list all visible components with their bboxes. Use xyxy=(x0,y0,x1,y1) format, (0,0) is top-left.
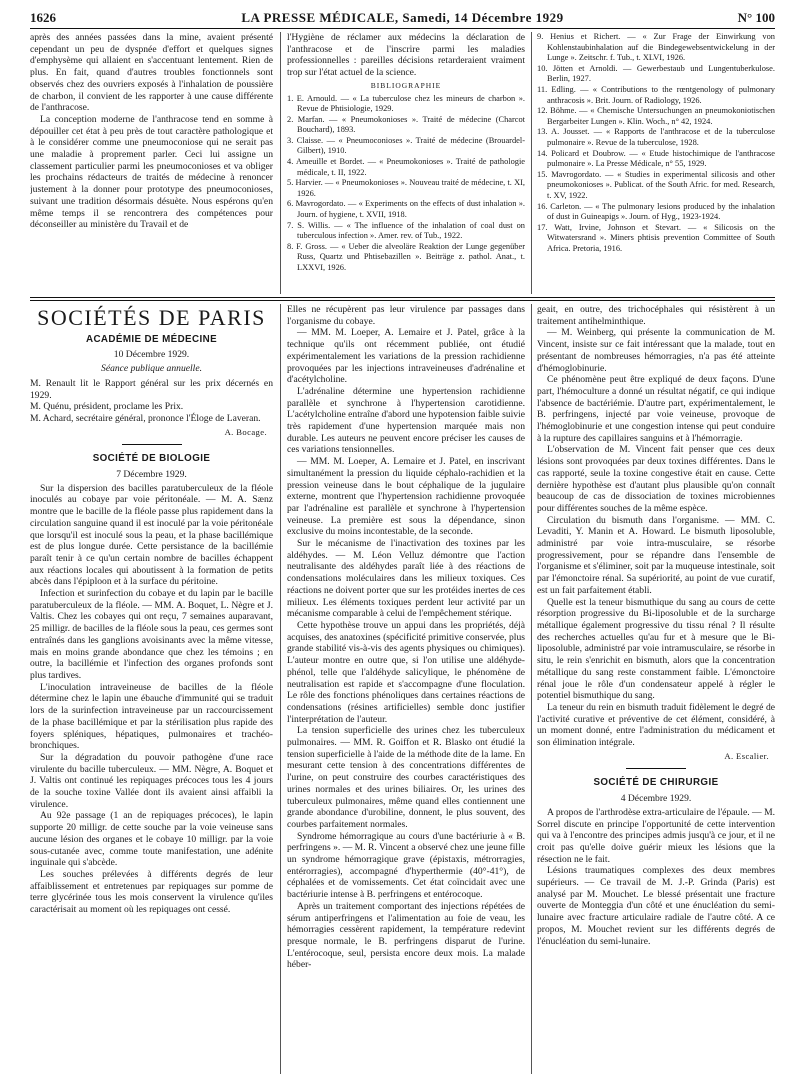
paragraph: — M. Weinberg, qui présente la communication de M. Vincent, insiste sur ce fait intéressant que la malade, tout en présentant de nombreuses hémorragies, n'a pas été atteinte d'hémoglobinurie. xyxy=(537,327,775,374)
paragraph: L'inoculation intraveineuse de bacilles de la fléole détermine chez le lapin une ébauche d'immunité qui se traduit lors de la surinfection intraveineuse par un raccourcissement de la phase bacillémique et par la stérilisation plus rapide des foyers spléniques, hépatiques, pulmonaires et trachéo-bronchiques. xyxy=(30,681,273,752)
top-column-1 xyxy=(30,32,273,290)
paragraph: M. Achard, secrétaire général, prononce l'Éloge de Laveran. xyxy=(30,412,261,424)
paragraph: M. Quénu, président, proclame les Prix. xyxy=(30,401,184,413)
paragraph: — MM. M. Loeper, A. Lemaire et J. Patel, grâce à la technique qu'ils ont récemment publiée, ont étudié expérimentalement les variations de la pression rachidienne provoquées par les injections intraveineuses d'adrénaline et d'acétylcholine. xyxy=(287,327,525,386)
bottom-column-3 xyxy=(537,304,775,1076)
paragraph: Sur la dispersion des bacilles paratuberculeux de la fléole inoculés au cobaye par voie péritonéale. — M. A. Sænz montre que le bacille de la fléole passe plus rapidement dans la circulation sanguine quand il est inoculé par la voie péritonéale que lorsqu'il est inoculé sous la peau, et la phase bacillémique est de plus longue durée. Cette persistance de la bacillémie paraît tenir à ce qu'un certain nombre de bacilles échappent aux réactions locales qui aboutissent à la formation de petits abcès dans l'épiploon et à la surface du péritoine. xyxy=(30,482,273,588)
column-divider xyxy=(280,32,281,294)
short-rule xyxy=(122,444,182,445)
bibliography-entry: 8. F. Gross. — « Ueber die alveoläre Reaktion der Lunge gegenüber Russ, Quartz und Phtisebazillen ». Beiträge z. pathol. Anat., t. LXXVI, 1926. xyxy=(287,241,525,273)
paragraph: — MM. M. Loeper, A. Lemaire et J. Patel, en inscrivant simultanément la pression du liquide céphalo-rachidien et la pression veineuse dans le bout céphalique de la jugulaire externe, montrent que l'hypertension rachidienne provoquée par l'adrénaline est parallèle et synchrone à l'hypertension veineuse. La première est sous la dépendance, sinon exclusive du moins incontestable, de la seconde. xyxy=(287,456,525,538)
paragraph: Quelle est la teneur bismuthique du sang au cours de cette résorption progressive du Bi-liposoluble et de la surcharge métallique également progressive du tissu rénal ? Il résulte des recherches actuelles qu'au fur et à mesure que le Bi-liposoluble, administré par voie intramusculaire, se résorbe in situ, le rein s'enrichit en bismuth, alors que la concentration métallique du sang reste constamment faible. L'émonctoire rénal joue le rôle d'un condensateur appelé à régler le potentiel bismuthique du sang. xyxy=(537,596,775,702)
paragraph: Cette hypothèse trouve un appui dans les propriétés, déjà acquises, des anatoxines (spécificité primitive conservée, plus grande stabilité vis-à-vis des agents physiques ou chimiques). L'auteur montre en outre que, si l'on utilise une aldéhyde-phénol, telle que l'aldéhyde salicylique, le phénomène de neutralisation est rapide et s'accompagne d'une floculation. Le rôle des fonctions phénoliques dans certaines réactions de condensations (résines artificielles) semble donc justifier l'interprétation de l'auteur. xyxy=(287,619,525,725)
academie-date: 10 Décembre 1929. xyxy=(113,349,190,361)
paragraph: L'adrénaline détermine une hypertension rachidienne parallèle et synchrone à l'hypertension carotidienne. L'acétylcholine entraîne d'abord une hypotension faible suivie très rapidement d'une hypertension marquée mais non durable. Les auteurs ne peuvent encore préciser les causes de ces variations tensionnelles. xyxy=(287,385,525,456)
chirurgie-title: SOCIÉTÉ DE CHIRURGIE xyxy=(593,777,719,789)
section-big-title: SOCIÉTÉS DE PARIS xyxy=(37,305,266,330)
paragraph: Circulation du bismuth dans l'organisme. — MM. C. Levaditi, Y. Manin et A. Howard. Le bismuth liposoluble, administré par voie intra-musculaire, se résorbe progressivement, pour se répandre dans l'ensemble de l'organisme et s'éliminer, soit par la muqueuse intestinale, soit par l'émonctoire rénal. Sa supériorité, au point de vue curatif, est un fait parfaitement établi. xyxy=(537,514,775,596)
signature: A. Escalier. xyxy=(724,750,769,761)
column-divider xyxy=(280,304,281,1074)
biologie-title: SOCIÉTÉ DE BIOLOGIE xyxy=(92,453,211,465)
bibliography-entry: 6. Mavrogordato. — « Experiments on the effects of dust inhalation ». Journ. of hygiene, t. XVII, 1918. xyxy=(287,199,525,220)
signature: A. Bocage. xyxy=(224,426,267,437)
academie-title: ACADÉMIE DE MÉDECINE xyxy=(85,333,218,345)
bibliography-entry: 10. Jötten et Arnoldi. — Gewerbestaub und Lungentuberkulose. Berlin, 1927. xyxy=(537,63,775,84)
bibliography-entry: 7. S. Willis. — « The influence of the inhalation of coal dust on tuberculous infection ». Amer. rev. of Tub., 1922. xyxy=(287,220,525,241)
paragraph: La conception moderne de l'anthracose tend en somme à dépouiller cet état à peu près de tout caractère pathologique et à le considérer comme une pneumoconiose qui ne serait pas une maladie à proprement parler. Ceci lui assigne un classement particulier parmi les pneumoconioses et va obliger les prochains rédacteurs de traités de médecine à renoncer justement à la donner pour prototype des pneumoconioses, suivant une tradition désormais désuète. Nous espérons qu'en même temps il se rencontrera des compétences pour déconseiller au ministère du Travail et de xyxy=(30,113,273,231)
bottom-column-1 xyxy=(30,304,273,1076)
short-rule xyxy=(626,768,686,769)
bibliography-entry: 14. Policard et Doubrow. — « Etude histochimique de l'anthracose pulmonaire ». La Presse Médicale, n° 55, 1929. xyxy=(537,148,775,169)
paragraph: A propos de l'arthrodèse extra-articulaire de l'épaule. — M. Sorrel discute en principe l'opportunité de cette intervention qui va à l'encontre des principes admis jusqu'à ce jour, et il ne croit pas qu'elle doive guérir mieux les lésions que la résection ne le fait. xyxy=(537,806,775,865)
bibliography-entry: 13. A. Jousset. — « Rapports de l'anthracose et de la tuberculose pulmonaire ». Revue de la tuberculose, 1928. xyxy=(537,127,775,147)
bibliography-entry: 9. Henius et Richert. — « Zur Frage der Einwirkung von Kohlenstaubinhalation auf die Bindegewebsentwickelung in der Lunge ». Zeitschr. f. Tub., t. XLVI, 1926. xyxy=(537,32,775,63)
paragraph: Sur le mécanisme de l'inactivation des toxines par les aldéhydes. — M. Léon Velluz démontre que l'action neutralisante des aldéhydes paraît liée à des réactions de condensations moléculaires dans les milieux toxiques. Ces réactions ne doivent porter que sur les protéides inertes de ces milieux. Les éléments toxiques perdent leur activité par un mécanisme comparable à celui de l'empêchement stérique. xyxy=(287,538,525,620)
top-column-2 xyxy=(287,32,525,294)
paragraph: Elles ne récupèrent pas leur virulence par passages dans l'organisme du cobaye. xyxy=(287,304,525,327)
bibliography-entry: 17. Watt, Irvine, Johnson et Stevart. — « Silicosis on the Witwatersrand ». Miners phtisis prevention Committee of South Africa. Pretoria, 1916. xyxy=(537,222,775,253)
bibliography-entry: 12. Böhme. — « Chemische Untersuchungen an pneumokoniotischen Bergarbeiter Lungen ». Klin. Woch., n° 42, 1924. xyxy=(537,106,775,126)
bibliography-entry: 2. Marfan. — « Pneumokonioses ». Traité de médecine (Charcot Bouchard), 1893. xyxy=(287,114,525,135)
bibliography-entry: 4. Ameuille et Bordet. — « Pneumokonioses ». Traité de pathologie médicale, t. II, 1922. xyxy=(287,157,525,177)
paragraph: M. Renault lit le Rapport général sur les prix décernés en 1929. xyxy=(30,377,273,401)
column-divider xyxy=(531,304,532,1074)
section-divider xyxy=(30,297,775,298)
column-divider xyxy=(531,32,532,294)
bibliography-list xyxy=(287,94,525,274)
paragraph: Après un traitement comportant des injections répétées de sérum antiperfringens et l'alimentation au foie de veau, les hémorragies cessèrent rapidement, la température redevint presque normale, le B. perfringens disparut de l'urine. L'entérocoque, seul, persista encore deux mois. La malade héber- xyxy=(287,900,525,971)
paragraph: Syndrome hémorragique au cours d'une bactériurie à « B. perfringens ». — M. R. Vincent a observé chez une jeune fille un syndrome hémorragique grave (épistaxis, métrorragies, entérorragies), accompagné d'hyperthermie (40°-41°), de céphalées et de vomissements. Cet état coïncidait avec une bactériurie intense à B. perfringens et entérocoque. xyxy=(287,830,525,901)
academie-subtitle: Séance publique annuelle. xyxy=(101,363,202,375)
biologie-date: 7 Décembre 1929. xyxy=(116,469,187,481)
bibliography-entry: 5. Harvier. — « Pneumokonioses ». Nouveau traité de médecine, t. XI, 1926. xyxy=(287,178,525,198)
top-column-3 xyxy=(537,32,775,294)
paragraph: l'Hygiène de réclamer aux médecins la déclaration de l'anthracose et de l'inscrire parmi les maladies professionnelles : pareilles décisions retarderaient vraiment trop sur l'état actuel de la science. xyxy=(287,32,525,79)
page-header xyxy=(30,6,775,29)
paragraph: Sur la dégradation du pouvoir pathogène d'une race virulente du bacille tuberculeux. — MM. Nègre, A. Boquet et J. Valtis ont continué les repiquages précoces tous les 4 jours de la souche toxine Vallée dont ils avaient ainsi affaibli la virulence. xyxy=(30,751,273,810)
paragraph: après des années passées dans la mine, avaient présenté cependant un peu de dyspnée d'effort et quelques signes d'emphysème qui allaient en s'accentuant lentement. Rien de plus. En fait, quand d'autres troubles fonctionnels sont observés chez des ouvriers exposés à l'inhalation de poussière de charbon, il convient de les rapporter à une cause différente de l'anthracose. xyxy=(30,32,273,114)
paragraph: La teneur du rein en bismuth traduit fidèlement le degré de l'activité curative et préventive de cet élément, considéré, à un moment donné, entre l'administration du médicament et son élimination intégrale. xyxy=(537,701,775,749)
paragraph: geait, en outre, des trichocéphales qui résistèrent à un traitement antihelminthique. xyxy=(537,304,775,327)
paragraph: Ce phénomène peut être expliqué de deux façons. D'une part, l'hémoculture a donné un résultat négatif, ce qui indique l'absence de bactériémie. D'autre part, expérimentalement, le B. perfringens, injecté par voie veineuse, provoque de l'hémoglobinurie et une congestion intense qui peut conduire à la rupture des capillaires sanguins et à l'hémorragie. xyxy=(537,374,775,444)
section-divider xyxy=(30,300,775,301)
paragraph: Lésions traumatiques complexes des deux membres supérieurs. — Ce travail de M. J.-P. Grinda (Paris) est analysé par M. Mouchet. Le blessé présentait une fracture ouverte de Monteggia d'un côté et une énucléation du semi-lunaire avec fracture articulaire radiale de l'autre côté. A ce propos, M. Mouchet revient sur les différents degrés de l'énucléation du semi-lunaire. xyxy=(537,865,775,947)
bottom-column-2 xyxy=(287,304,525,1076)
paragraph: L'observation de M. Vincent fait penser que ces deux lésions sont provoquées par deux toxines différentes. Dans le cas rapporté, seule la toxine congestive était en cause. Cette dernière hypothèse est d'autant plus plausible qu'on connaît beaucoup de cas de dissociation de toxines microbiennes pour différentes souches de la même espèce. xyxy=(537,444,775,514)
bibliography-title: BIBLIOGRAPHIE xyxy=(370,80,442,90)
page-number: 1626 xyxy=(30,10,56,25)
paragraph: La tension superficielle des urines chez les tuberculeux pulmonaires. — MM. R. Goiffon et R. Blasko ont étudié la tension superficielle à l'aide de la méthode dite de la lame. En mesurant cette tension à des concentrations différentes de l'urine, on peut construire des courbes caractéristiques des urines normales et des urines biliaires. Or, les urines des tuberculeux pulmonaires, même quand elles contiennent une grande abondance d'urobiline, donnent, le plus souvent, des courbes parfaitement normales. xyxy=(287,725,525,830)
chirurgie-date: 4 Décembre 1929. xyxy=(620,793,692,805)
bibliography-entry: 3. Claisse. — « Pneumoconioses ». Traité de médecine (Brouardel-Gilbert), 1910. xyxy=(287,135,525,156)
bibliography-entry: 15. Mavrogordato. — « Studies in experimental silicosis and other pneumokonioses ». Publicat. of the South Afric. for med. Research, t. XV, 1922. xyxy=(537,169,775,200)
paragraph: Les souches prélevées à différents degrés de leur affaiblissement et entretenues par repiquages sur pomme de terre glycérinée tous les mois conservent la virulence qu'iles caractérisait au moment où les repiquages ont cessé. xyxy=(30,868,273,916)
journal-title: LA PRESSE MÉDICALE, Samedi, 14 Décembre 1929 xyxy=(241,10,564,25)
bibliography-entry: 1. E. Arnould. — « La tuberculose chez les mineurs de charbon ». Revue de Phtisiologie, 1929. xyxy=(287,93,525,114)
issue-number: N° 100 xyxy=(737,10,775,25)
bibliography-entry: 11. Edling. — « Contributions to the rœntgenology of pulmonary anthracosis ». Brit. Journ. of Radiology, 1926. xyxy=(537,84,775,105)
paragraph: Au 92e passage (1 an de repiquages précoces), le lapin supporte 20 milligr. de cette souche par la voie veineuse sans aucune lésion des organes et le cobaye 10 milligr. par la voie sous-cutanée avec, comme toute manifestation, une adénite inguinale qui s'abcède. xyxy=(30,810,273,869)
bibliography-entry: 16. Carleton. — « The pulmonary lesions produced by the inhalation of dust in Guineapigs ». Journ. of Hyg., 1923-1924. xyxy=(537,201,775,222)
paragraph: Infection et surinfection du cobaye et du lapin par le bacille paratuberculeux de la fléole. — MM. A. Boquet, L. Nègre et J. Valtis. Chez les cobayes qui ont reçu, 7 semaines auparavant, 25 milligr. de bacilles de la fléole sous la peau, ces germes sont entraînés dans les ganglions avoisinants avec la même vitesse, mais en moins grande abondance que chez les témoins ; en outre, la bacillémie et l'infection des organes profonds sont plus tardives. xyxy=(30,588,273,681)
